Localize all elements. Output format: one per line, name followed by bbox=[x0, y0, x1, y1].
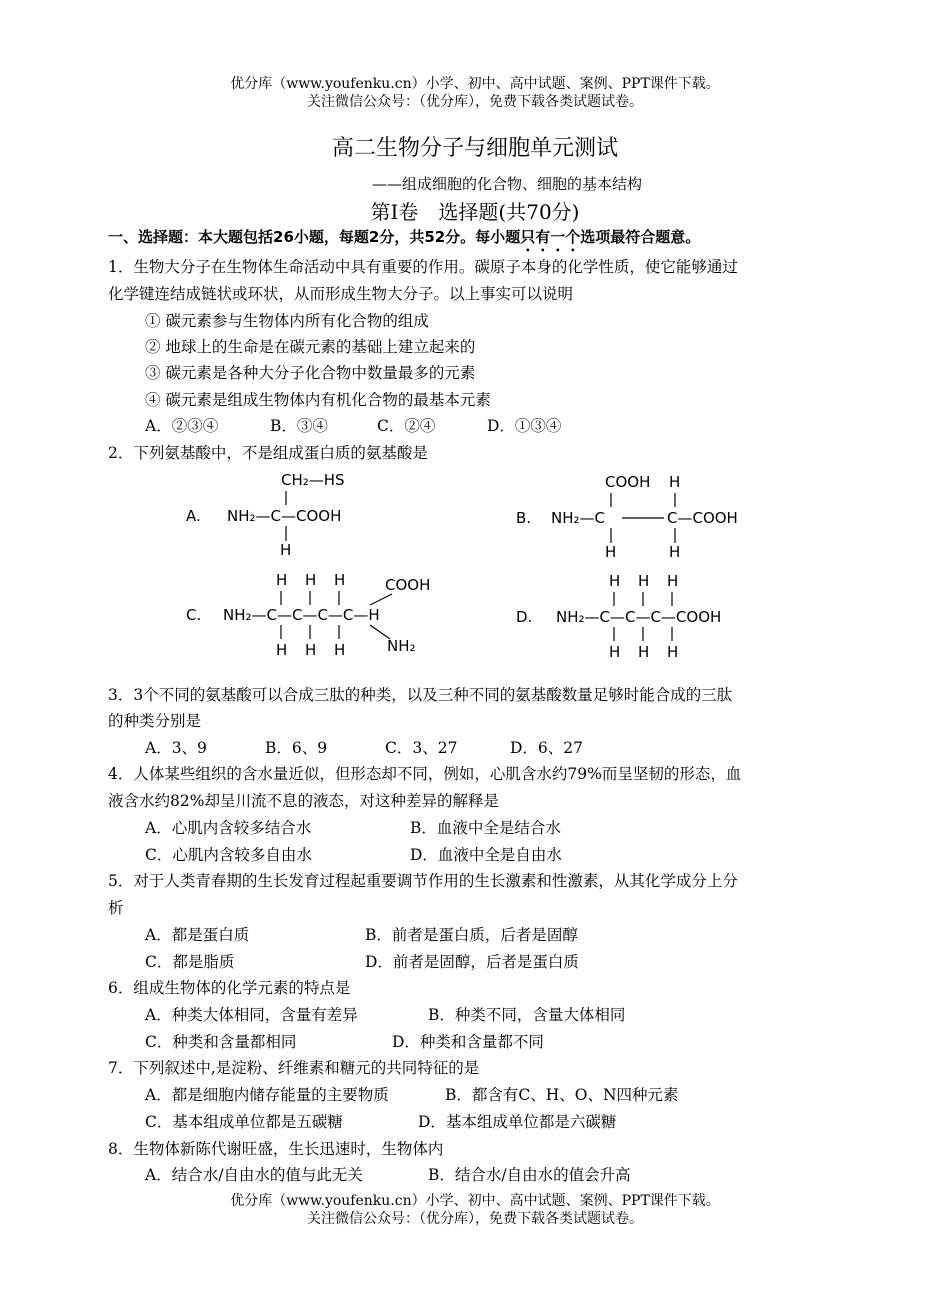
formula-a-label: A. bbox=[186, 507, 201, 525]
q3-option-c: C．3、27 bbox=[385, 739, 458, 757]
q1-option-a: A．②③④ bbox=[145, 417, 219, 435]
q5-option-c: C．都是脂质 bbox=[145, 953, 235, 971]
formula-a-top: CH₂—HS bbox=[281, 471, 345, 489]
formula-c bbox=[186, 571, 430, 659]
instructions bbox=[108, 226, 700, 255]
footer-line-2: 关注微信公众号：（优分库），免费下载各类试题试卷。 bbox=[307, 1211, 643, 1227]
q8-stem: 8．生物体新陈代谢旺盛，生长迅速时，生物体内 bbox=[108, 1140, 444, 1158]
formula-c-label: C. bbox=[186, 606, 202, 624]
formula-b-top-1: COOH bbox=[605, 473, 651, 491]
q4-stem-line2: 液含水约82%却呈川流不息的液态，对这种差异的解释是 bbox=[108, 792, 499, 810]
q1-option-c: C．②④ bbox=[377, 417, 436, 435]
q7-option-d: D．基本组成单位都是六碳糖 bbox=[418, 1113, 617, 1131]
q7-option-c: C．基本组成单位都是五碳糖 bbox=[145, 1113, 343, 1131]
formula-a bbox=[186, 471, 345, 559]
svg-text:H: H bbox=[305, 571, 317, 589]
formula-d-chain: NH₂—C—C—C—COOH bbox=[556, 608, 722, 626]
instructions-emphasis: 只有一个 bbox=[520, 228, 581, 246]
q4-option-b: B．血液中全是结合水 bbox=[410, 819, 561, 837]
q1-stem-line2: 化学键连结成链状或环状，从而形成生物大分子。以上事实可以说明 bbox=[108, 285, 574, 303]
formula-b-bottom-1: H bbox=[605, 543, 617, 561]
q8-option-b: B．结合水/自由水的值会升高 bbox=[428, 1166, 631, 1184]
header-line-2: 关注微信公众号：（优分库），免费下载各类试题试卷。 bbox=[307, 94, 643, 110]
formula-c-chain: NH₂—C—C—C—C—H bbox=[223, 606, 380, 624]
svg-text:H: H bbox=[638, 572, 650, 590]
q4-stem-line1: 4．人体某些组织的含水量近似，但形态却不同，例如，心肌含水约79%而呈坚韧的形态，血 bbox=[108, 765, 742, 783]
q1-option-b: B．③④ bbox=[270, 417, 328, 435]
q7-option-b: B．都含有C、H、O、N四种元素 bbox=[445, 1086, 679, 1104]
q1-stem-line1: 1．生物大分子在生物体生命活动中具有重要的作用。碳原子本身的化学性质，使它能够通过 bbox=[108, 258, 738, 276]
formula-b-left: NH₂—C bbox=[551, 509, 605, 527]
header-line-1: 优分库（www.youfenku.cn）小学、初中、高中试题、案例、PPT课件下载。 bbox=[230, 76, 720, 92]
footer-line-1: 优分库（www.youfenku.cn）小学、初中、高中试题、案例、PPT课件下载。 bbox=[230, 1193, 720, 1209]
q7-option-a: A．都是细胞内储存能量的主要物质 bbox=[145, 1086, 389, 1104]
amino-acid-formulas bbox=[0, 465, 950, 670]
instructions-after: 选项最符合题意。 bbox=[580, 228, 701, 246]
svg-text:H: H bbox=[667, 572, 679, 590]
q4-option-a: A．心肌内含较多结合水 bbox=[145, 819, 312, 837]
q1-item-2: ② 地球上的生命是在碳元素的基础上建立起来的 bbox=[145, 338, 476, 356]
svg-text:H: H bbox=[609, 572, 621, 590]
formula-b-right: C—COOH bbox=[667, 509, 738, 527]
q3-option-d: D．6、27 bbox=[510, 739, 584, 757]
q5-option-a: A．都是蛋白质 bbox=[145, 926, 250, 944]
svg-text:H: H bbox=[276, 641, 288, 659]
formula-c-cooh: COOH bbox=[385, 576, 431, 594]
q3-stem-line2: 的种类分别是 bbox=[108, 712, 202, 730]
q5-option-b: B．前者是蛋白质，后者是固醇 bbox=[365, 926, 578, 944]
formula-b-top-2: H bbox=[669, 473, 681, 491]
formula-b-bottom-2: H bbox=[669, 543, 681, 561]
svg-text:H: H bbox=[276, 571, 288, 589]
q4-option-d: D．血液中全是自由水 bbox=[410, 846, 562, 864]
formula-a-bottom: H bbox=[280, 541, 292, 559]
svg-text:H: H bbox=[609, 643, 621, 661]
q3-option-b: B．6、9 bbox=[265, 739, 328, 757]
formula-a-chain: NH₂—C—COOH bbox=[227, 507, 342, 525]
svg-text:H: H bbox=[334, 641, 346, 659]
svg-text:H: H bbox=[334, 571, 346, 589]
section-heading: 第Ⅰ卷 选择题(共70分) bbox=[370, 200, 580, 224]
svg-text:H: H bbox=[305, 641, 317, 659]
q1-item-1: ① 碳元素参与生物体内所有化合物的组成 bbox=[145, 312, 429, 330]
q3-option-a: A．3、9 bbox=[145, 739, 207, 757]
q1-item-4: ④ 碳元素是组成生物体内有机化合物的最基本元素 bbox=[145, 391, 491, 409]
formula-d-label: D. bbox=[516, 608, 533, 626]
formula-d bbox=[516, 572, 721, 661]
q6-option-d: D．种类和含量都不同 bbox=[392, 1033, 544, 1051]
q6-stem: 6．组成生物体的化学元素的特点是 bbox=[108, 979, 351, 997]
q4-option-c: C．心肌内含较多自由水 bbox=[145, 846, 312, 864]
q7-stem: 7．下列叙述中,是淀粉、纤维素和糖元的共同特征的是 bbox=[108, 1059, 480, 1077]
page-title: 高二生物分子与细胞单元测试 bbox=[331, 136, 618, 161]
svg-text:H: H bbox=[638, 643, 650, 661]
formula-c-nh2: NH₂ bbox=[387, 637, 416, 655]
svg-text:H: H bbox=[667, 643, 679, 661]
q6-option-a: A．种类大体相同，含量有差异 bbox=[145, 1006, 358, 1024]
q3-stem-line1: 3．3个不同的氨基酸可以合成三肽的种类，以及三种不同的氨基酸数量足够时能合成的三肽 bbox=[108, 686, 733, 704]
q1-item-3: ③ 碳元素是各种大分子化合物中数量最多的元素 bbox=[145, 364, 476, 382]
q8-option-a: A．结合水/自由水的值与此无关 bbox=[145, 1166, 363, 1184]
formula-b-label: B. bbox=[516, 509, 532, 527]
q5-stem-line2: 析 bbox=[108, 899, 124, 917]
q6-option-c: C．种类和含量都相同 bbox=[145, 1033, 297, 1051]
q1-option-d: D．①③④ bbox=[487, 417, 562, 435]
q5-stem-line1: 5．对于人类青春期的生长发育过程起重要调节作用的生长激素和性激素，从其化学成分上分 bbox=[108, 872, 738, 890]
formula-b bbox=[516, 473, 738, 561]
instructions-before: 一、选择题：本大题包括26小题，每题2分，共52分。每小题 bbox=[108, 228, 521, 246]
q5-option-d: D．前者是固醇，后者是蛋白质 bbox=[365, 953, 579, 971]
q6-option-b: B．种类不同，含量大体相同 bbox=[428, 1006, 626, 1024]
page-subtitle: ——组成细胞的化合物、细胞的基本结构 bbox=[372, 175, 643, 193]
q2-stem: 2．下列氨基酸中，不是组成蛋白质的氨基酸是 bbox=[108, 444, 428, 462]
